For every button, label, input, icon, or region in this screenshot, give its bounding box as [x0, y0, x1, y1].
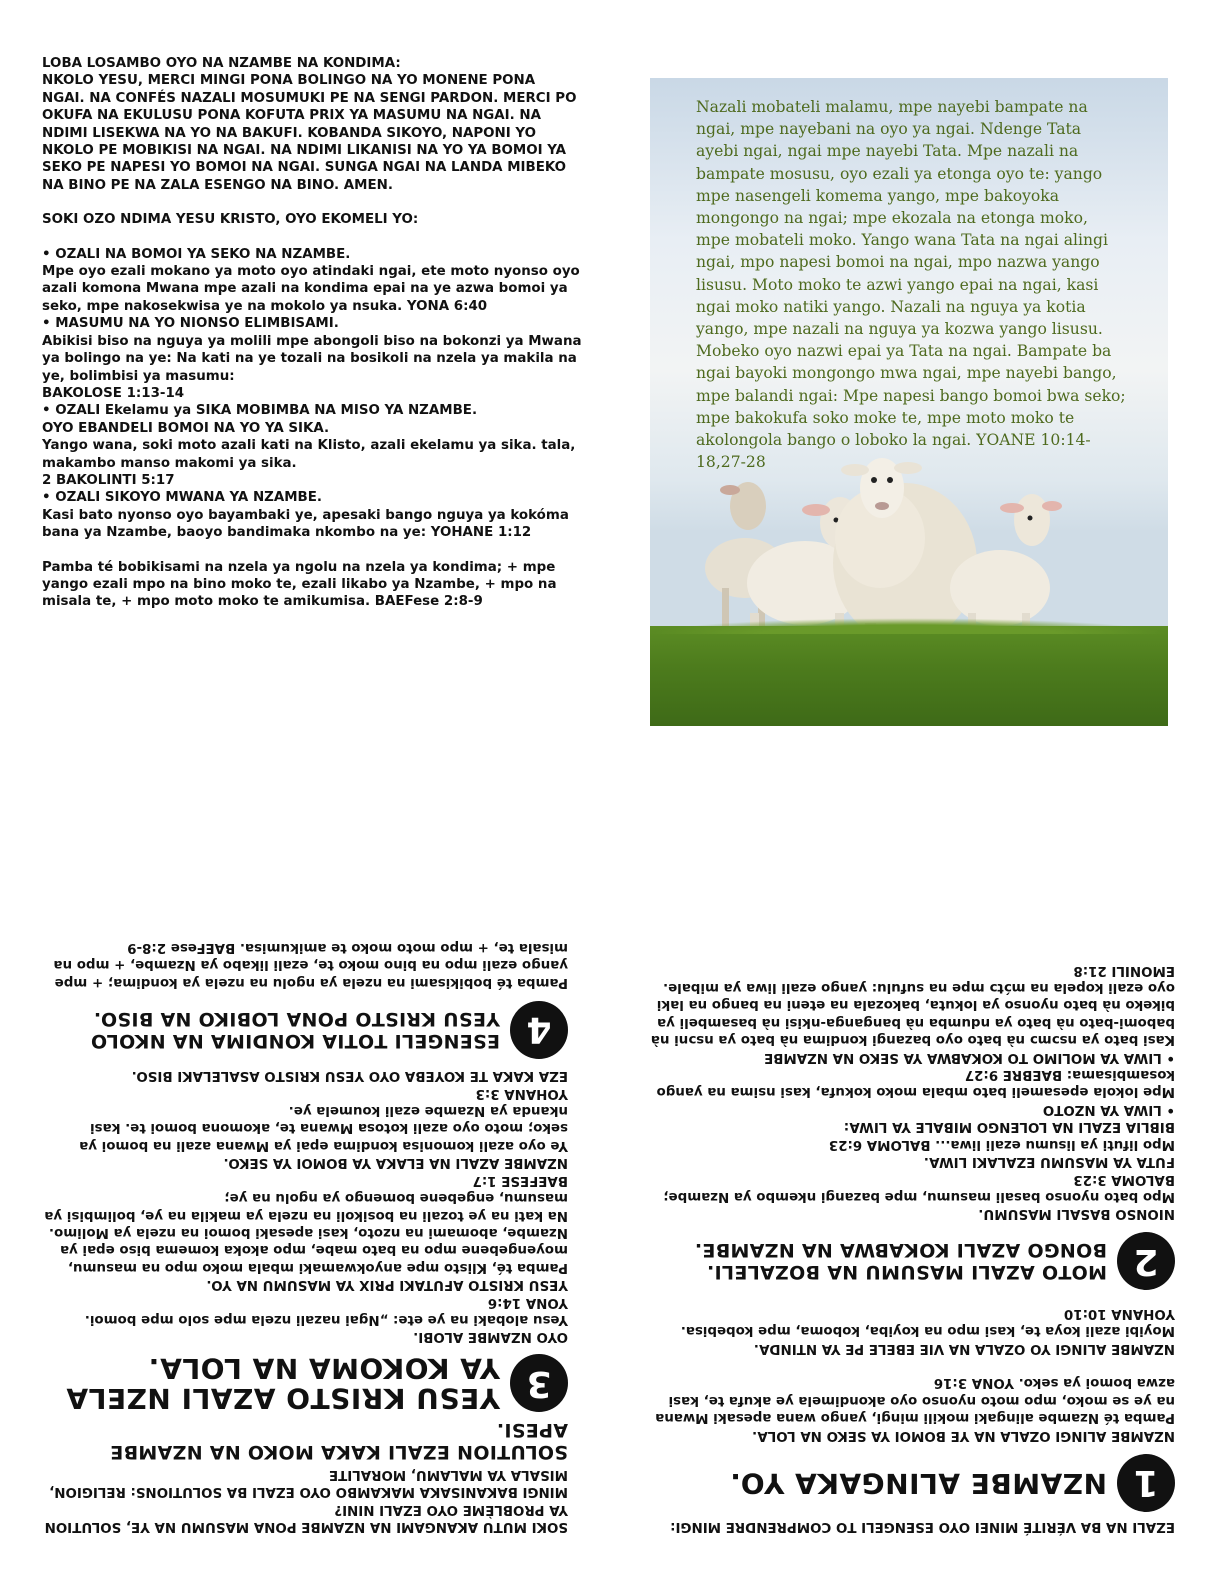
top-left-panel — [42, 55, 582, 611]
point-2: • MASUMU NA YO NIONSO ELIMBISAMI. Abikisi biso na nguya ya molili mpe abongoli biso na bokonzi ya Mwana ya bolingo na ye: Na kati na ye tozali na bosikoli na nzela ya makila na ye, bolimbisi ya masumu: BAKOLOSE 1:13-14 — [42, 316, 582, 401]
point-1: • OZALI NA BOMOI YA SEKO NA NZAMBE. Mpe oyo ezali mokano ya moto oyo atindaki ngai, ete moto nyonso oyo azali komona Mwana mpe azali na kondima epai na ye azwa bomoi ya seko, mpe nakosekwisa ye na mokolo ya nsuka. YONA 6:40 — [42, 246, 580, 314]
step-2-number: 2 — [1117, 1232, 1175, 1290]
point-3: • OZALI Ekelamu ya SIKA MOBIMBA NA MISO YA NZAMBE. OYO EBANDELI BOMOI NA YO YA SIKA. Yango wana, soki moto azali kati na Klisto, azali ekelamu ya sika. tala, makambo manso makomi ya sika. 2 BAKOLINTI 5:17 — [42, 403, 576, 488]
point-4: • OZALI SIKOYO MWANA YA NZAMBE. Kasi bato nyonso oyo bayambaki ye, apesaki bango nguya ya kokóma bana ya Nzambe, baoyo bandimaka nkombo na ye: YOHANE 1:12 — [42, 490, 569, 541]
step-3-body: OYO NZAMBE ALOBI. Yesu alobaki na ye ete: „Ngai nazali nzela mpe solo mpe bomoi. YONA 14:6 YESU KRISTO AFUTAKI PRIX YA MASUMU NA YO. Pamba té, Klisto mpe anyokwamaki mbala moko mpo na masumu, moyengebene mpo na bato mabe, mpo akoka komema biso epai ya Nzambe, abomami na nzoto, kasi apesaki bomoi na nzela ya Molimo. Na kati na ye tozali na bosikoli na nzela ya makila na ye, bolimbisi ya masumu, engebene bomengo ya ngolu na ye; BAEFESE 1:7 NZAMBE AZALI NA ELAKA YA BOMOI YA SEKO. Ye oyo azali komonisa kondima epai ya Mwana azali na bomoi ya seko; moto oyo azali kotosa Mwana te, akomona bomoi te. kasi nkanda ya Nzambe ezali koumela ye. YOHANA 3:3 EZA KAKA TE KOYEBA OYO YESU KRISTO ASALELAKI BISO. — [44, 1068, 568, 1345]
bl-intro: SOKI MUTU AKANGAMI NA NZAMBE PONA MASUMU NA YE, SOLUTION YA PROBLÈME OYO EZALI NINI? MINGI BAKANISAKA MAKAMBO OYO EZALI BA SOLUTIONS: RELIGION, MISALA YA MALAMU, MORALITE — [44, 1466, 568, 1534]
step-4-title: ESENGELI TOTIA KONDIMA NA NKOLO YESU KRISTO PONA LOBIKO NA BISO. — [90, 1007, 500, 1052]
step-3-header — [40, 1352, 568, 1416]
step-2-body: NIONSO BASALI MASUMU. Mpo bato nyonso basali masumu, mpe bazangi nkembo ya Nzambe; BALOMA 3:23 FUTA YA MASUMU EZALAKI LIWA. Mpo lifuti ya lisumu ezali liwa... BALOMA 6:23 BIBLIA EZALI NA LOLENGO MIBALE YA LIWA: • LIWA YA NZOTO Mpe lokola epesameli bato mbala moko kokufa, kasi nsima na yango kosambisama: BAEBRE 9:27 • LIWA YA MOLIMO TO KOKABWA YA SEKO NA NZAMBE Kasi bato ya nsɔmɔ nà bato oyo bazangi kondima nà bato ya nsɔni nà babomi-bato nà bato ya ndumba nà banganga-nkisi nà basambeli ya bikeko nà bato nyonso ya lokuta, bakozala na eteni na bango na laki oyo ezali kopela na mɔ́tɔ mpe na sufulu: yango ezali liwa ya mibale. EMONILI 21:8 — [650, 962, 1175, 1222]
step-4-header — [40, 1001, 568, 1059]
bottom-left-panel-rotated — [40, 855, 568, 1535]
step-1-body: NZAMBE ALINGI OZALA NA YE BOMOI YA SEKO NA LOLA. Pamba té Nzambe alingaki mokili mingi, yango wana apesaki Mwana na ye se moko, mpo moto nyonso oyo akondimela ye akufa te, kasi azwa bomoi ya seko. YONA 3:16 NZAMBE ALINGI YO OZALA NA VIE EBELE PE YA NTINDA. Moyibi azali koya te, kasi mpo na koyiba, koboma, mpe kobebisa. YOHANA 10:10 — [655, 1305, 1175, 1443]
step-3-title: YESU KRISTO AZALI NZELA YA KOKOMA NA LOLA. — [65, 1352, 500, 1416]
step-3-number: 3 — [510, 1354, 568, 1412]
sheep-photo-panel — [650, 78, 1168, 726]
bl-heading: SOLUTION EZALI KAKA MOKO NA NZAMBE APESI. — [110, 1419, 568, 1464]
step-4-body: Pamba té bobikisami na nzela ya ngolu na nzela ya kondima; + mpe yango ezali mpo na bino moko te, ezali likabo ya Nzambe, + mpo na misala te, + mpo moto moko te amikumisa. BAEFese 2:8-9 — [53, 940, 568, 990]
step-4-number: 4 — [510, 1001, 568, 1059]
step-2-header — [645, 1232, 1175, 1290]
step-2-title: MOTO AZALI MASUMU NA BOZALELI. BONGO AZALI KOKABWA NA NZAMBE. — [694, 1239, 1107, 1284]
bottom-right-panel-rotated — [645, 825, 1175, 1535]
verse-text: Nazali mobateli malamu, mpe nayebi bampate na ngai, mpe nayebani na oyo ya ngai. Ndenge Tata ayebi ngai, ngai mpe nayebi Tata. Mpe nazali na bampate mosusu, oyo ezali ya etonga oyo te: yango mpe nasengeli komema yango, mpe bakoyoka mongongo na ngai; mpe ekozala na etonga moko, mpe mobateli moko. Yango wana Tata na ngai alingi ngai, mpo napesi bomoi na ngai, mpo nazwa yango lisusu. Moto moko te azwi yango epai na ngai, kasi ngai moko natiki yango. Nazali na nguya ya kotia yango, mpe nazali na nguya ya kozwa yango lisusu. Mobeko oyo nazwi epai ya Tata na ngai. Bampate ba ngai bayoki mongongo mwa ngai, mpe nayebi bango, mpe balandi ngai: Mpe napesi bango bomoi bwa seko; mpe bakokufa soko moke te, mpe moto moko te akolongola bango o loboko la ngai. YOANE 10:14-18,27-28 — [696, 98, 1126, 472]
step-1-title: NZAMBE ALINGAKA YO. — [729, 1466, 1107, 1500]
step-1-header — [645, 1454, 1175, 1512]
intro-text: SOKI OZO NDIMA YESU KRISTO, OYO EKOMELI YO: — [42, 212, 419, 228]
br-intro: EZALI NA BA VÉRITÉ MINEI OYO ESENGELI TO COMPRENDRE MINGI: — [670, 1519, 1175, 1534]
prayer-text: LOBA LOSAMBO OYO NA NZAMBE NA KONDIMA: NKOLO YESU, MERCI MINGI PONA BOLINGO NA YO MONENE PONA NGAI. NA CONFÉS NAZALI MOSUMUKI PE NA SENGI PARDON. MERCI PO OKUFA NA EKULUSU PONA KOFUTA PRIX YA MASUMU NA NGAI. NA NDIMI LISEKWA NA YO NA BAKUFI. KOBANDA SIKOYO, NAPONI YO NKOLO PE MOBIKISI NA NGAI. NA NDIMI LIKANISI NA YO YA BOMOI YA SEKO PE NAPESI YO BOMOI NA NGAI. SUNGA NGAI NA LANDA MIBEKO NA BINO PE NA ZALA ESENGO NA BINO. AMEN. — [42, 56, 577, 193]
closing-text: Pamba té bobikisami na nzela ya ngolu na nzela ya kondima; + mpe yango ezali mpo na bino moko te, ezali likabo ya Nzambe, + mpo na misala te, + mpo moto moko te amikumisa. BAEFese 2:8-9 — [42, 559, 557, 610]
step-1-number: 1 — [1117, 1454, 1175, 1512]
grass-field — [650, 626, 1168, 726]
